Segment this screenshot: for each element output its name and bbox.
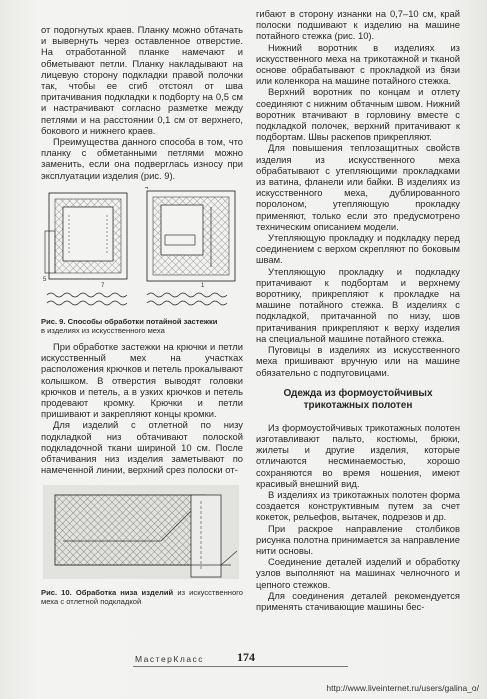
left-paragraph-2: Преимущества данного способа в том, что планку с обметанными петлями можно заменить, если она подверглась износу при эксплуатации изделия (рис. 9). (41, 136, 243, 181)
svg-text:7: 7 (101, 282, 105, 289)
figure-9-illustration (41, 187, 243, 315)
figure-9-caption (41, 317, 243, 335)
right-column (256, 8, 460, 612)
svg-text:4: 4 (145, 186, 149, 191)
figure-10-illustration (41, 481, 243, 585)
right-paragraph-4: Для повышения теплозащитных свойств изделия из искусственного меха обрабатывают с утепляющими прокладками из ватина, фланели или байки. В изделиях из искусственного меха, дублированного поролоном, утепляющую прокладку применяют, только если это предусмотрено техническим описанием модели. (256, 142, 460, 232)
right-paragraph-11: Соединение деталей изделий и обработку узлов выполняют на машинах челночного и цепного стежков. (256, 556, 460, 590)
right-paragraph-2: Нижний воротник в изделиях из искусственного меха на трикотажной и тканой основе обрабатывают с прокладкой из бязи или коленкора на машине потайного стежка. (256, 41, 460, 87)
right-paragraph-7: Пуговицы в изделиях из искусственного меха пришивают вручную или на машине обязательно с подпуговицами. (256, 344, 460, 378)
figure-10-caption-title: Рис. 10. Обработка низа изделий (41, 587, 174, 597)
svg-text:1: 1 (201, 282, 205, 289)
right-paragraph-5: Утепляющую прокладку и подкладку перед соединением с верхом скрепляют по боковым швам. (256, 232, 460, 266)
footer-magazine-name: МастерКласс (135, 654, 205, 664)
figure-9 (41, 187, 243, 335)
figure-9-caption-title: Рис. 9. Способы обработки потайной застежки (41, 317, 218, 327)
right-paragraph-9: В изделиях из трикотажных полотен форма создается конструктивным путем за счет кокеток, рельефов, вытачек, подрезов и др. (256, 488, 460, 523)
figure-10-caption (41, 588, 243, 606)
left-column (41, 24, 243, 608)
right-paragraph-10: При раскрое направление столбиков рисунка полотна принимается за направление нити основы. (256, 522, 460, 556)
figure-10 (41, 481, 243, 605)
right-paragraph-3: Верхний воротник по концам и отлету соединяют с нижним обтачным швом. Нижний воротник втачивают в горловину вместе с подкладкой полочек, верхний притачивают к подбортам. Швы раскепов прикрепляют. (256, 86, 460, 143)
svg-text:5: 5 (43, 276, 47, 283)
right-paragraph-8: Из формоустойчивых трикотажных полотен изготавливают пальто, костюмы, брюки, жилеты и другие изделия, которые отличаются несминаемостью, хорошо сохраняются во время ношения, имеют красивый внешний вид. (256, 421, 460, 489)
left-paragraph-1: от подогнутых краев. Планку можно обтачать и вывернуть через оставленное отверстие. На отработанной планке намечают и обметывают петли. Планку накладывают на лицевую сторону подкладки правой полочки так, чтобы ее сгиб отстоял от шва притачивания подкладки к подборту на 0,5 см и настрачивают согласно разметке между петлями и на расстоянии 0,1 см от верхнего, бокового и нижнего краев. (41, 24, 243, 136)
left-paragraph-3: При обработке застежки на крючки и петли искусственный мех на участках расположения крючков и петель прокалывают колышком. В отверстия выводят головки крючков и петель, а в узких крючков и петель продевают кромку. Крючки и петли пришивают и закрепляют концы кромки. (41, 341, 243, 420)
figure-9-caption-text: в изделиях из искусственного меха (41, 326, 165, 336)
page-number: 174 (237, 650, 255, 664)
right-paragraph-1: гибают в сторону изнанки на 0,7–10 см, край полоски подшивают к изделию на машине потайного стежка (рис. 10). (256, 8, 460, 42)
left-paragraph-4: Для изделий с отлетной по низу подкладкой низ обтачивают полоской подкладочной ткани шириной 10 см. После обтачивания низ изделия заметывают по намеченной линии, верхний срез полоски от- (41, 419, 243, 476)
footer-divider (133, 666, 348, 667)
watermark-url: http://www.liveinternet.ru/users/galina_o/ (326, 683, 479, 693)
right-paragraph-12: Для соединения деталей рекомендуется применять стачивающие машины бес- (256, 589, 460, 612)
right-paragraph-6: Утепляющую прокладку и подкладку притачивают к подбортам и верхнему воротнику, прикрепляют к прокладке на машине потайного стежка. В изделиях с подкладкой, притачанной по низу, шов притачивания прикрепляют к верху изделия на специальной машине потайного стежка. (256, 265, 460, 344)
section-heading: Одежда из формоустойчивых трикотажных полотен (283, 387, 433, 411)
figure-10-caption-text: из искусственного меха с отлетной подкладкой (41, 587, 243, 606)
